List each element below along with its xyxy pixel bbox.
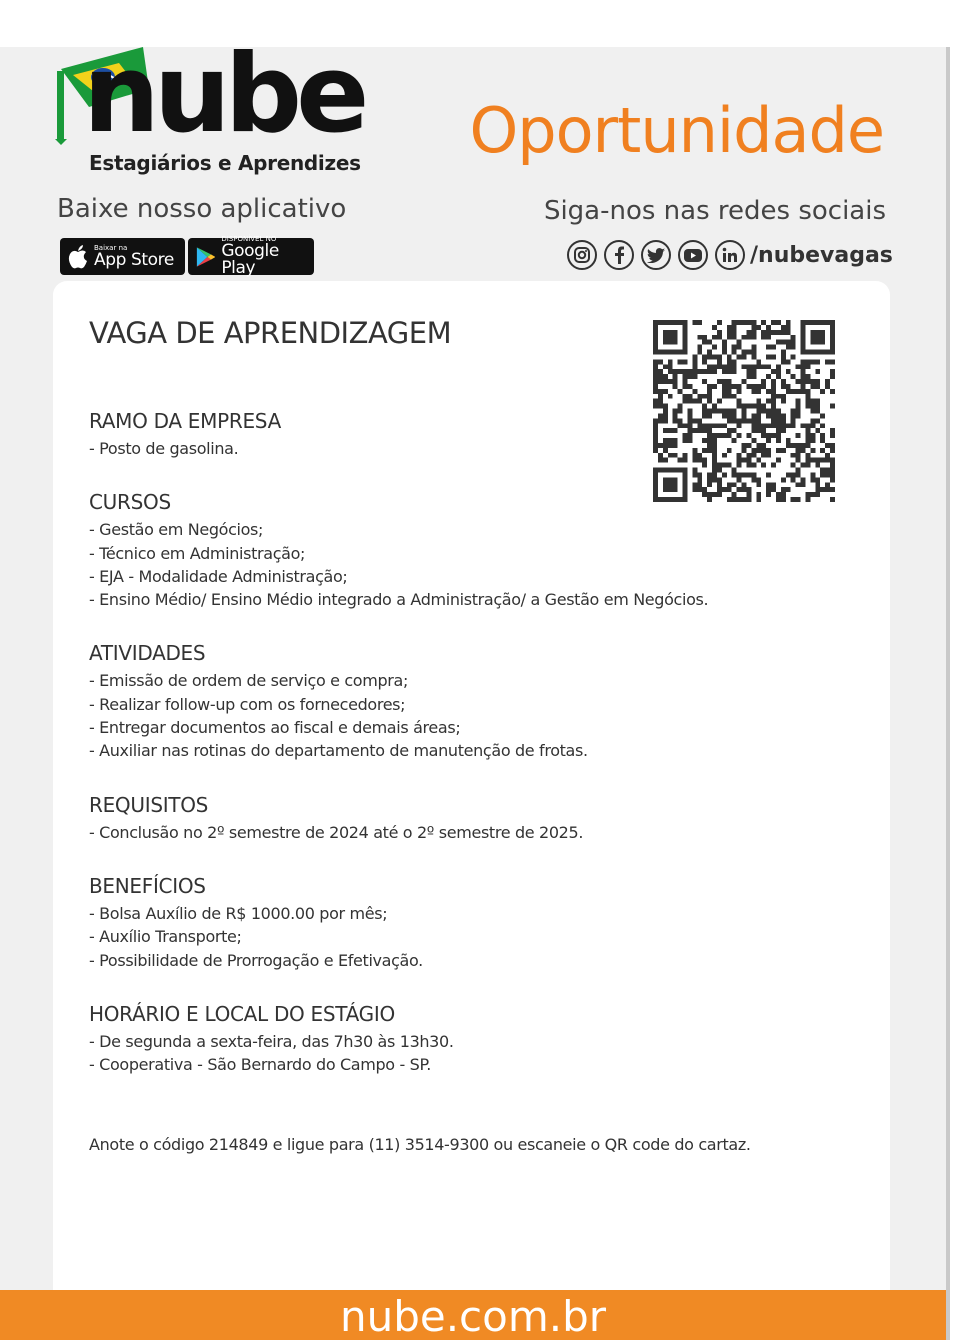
social-handle[interactable]: /nubevagas [750,242,893,268]
section-item: - Cooperativa - São Bernardo do Campo - SP. [89,1055,431,1075]
job-title: VAGA DE APRENDIZAGEM [89,316,452,350]
job-section [89,792,869,844]
section-item: - Ensino Médio/ Ensino Médio integrado a Administração/ a Gestão em Negócios. [89,590,709,610]
job-section [89,489,869,611]
section-item: - Conclusão no 2º semestre de 2024 até o 2º semestre de 2025. [89,822,584,842]
section-heading: CURSOS [89,490,171,515]
section-item: - Possibilidade de Prorrogação e Efetivação. [89,950,423,970]
section-item: - Auxiliar nas rotinas do departamento de manutenção de frotas. [89,741,588,761]
app-download-label: Baixe nosso aplicativo [57,194,347,224]
app-store-button[interactable] [60,238,185,275]
app-store-small-text: Baixar na [94,243,128,252]
google-play-button[interactable] [188,235,314,278]
section-heading: REQUISITOS [89,792,209,817]
job-section [89,1001,869,1077]
footer-bar [0,1290,946,1340]
section-item: - Bolsa Auxílio de R$ 1000.00 por mês; [89,903,388,923]
job-section [89,873,869,972]
headline: Oportunidade [469,94,884,167]
section-item: - Entregar documentos ao fiscal e demais áreas; [89,718,461,738]
section-item: - Técnico em Administração; [89,543,306,563]
linkedin-icon[interactable] [715,240,745,270]
job-section [89,408,869,460]
job-sections [89,408,869,1105]
nube-logo [55,32,364,182]
app-store-label: App Store [94,249,174,270]
logo-wordmark: nube [83,32,364,157]
section-item: - Gestão em Negócios; [89,520,264,540]
section-item: - Emissão de ordem de serviço e compra; [89,671,409,691]
google-play-label: Google Play [221,241,279,278]
logo-tagline: Estagiários e Aprendizes [89,151,361,175]
section-heading: ATIVIDADES [89,641,206,666]
section-item: - EJA - Modalidade Administração; [89,566,348,586]
instagram-icon[interactable] [567,240,597,270]
section-item: - Auxílio Transporte; [89,927,242,947]
apple-icon [68,245,88,269]
contact-note: Anote o código 214849 e ligue para (11) 3514-9300 ou escaneie o QR code do cartaz. [89,1135,751,1154]
job-section [89,640,869,762]
section-heading: RAMO DA EMPRESA [89,409,281,433]
facebook-icon[interactable] [604,240,634,270]
google-play-small-text: DISPONÍVEL NO [221,235,277,243]
section-heading: BENEFÍCIOS [89,873,206,898]
section-heading: HORÁRIO E LOCAL DO ESTÁGIO [89,1001,395,1026]
youtube-icon[interactable] [678,240,708,270]
social-label: Siga-nos nas redes sociais [543,196,886,226]
footer-url[interactable]: nube.com.br [339,1292,607,1340]
section-item: - De segunda a sexta-feira, das 7h30 às 13h30. [89,1031,454,1051]
page-edge [946,47,950,1340]
social-links [567,240,893,270]
google-play-icon [196,245,215,269]
twitter-icon[interactable] [641,240,671,270]
section-item: - Realizar follow-up com os fornecedores; [89,694,406,714]
section-item: - Posto de gasolina. [89,439,239,458]
